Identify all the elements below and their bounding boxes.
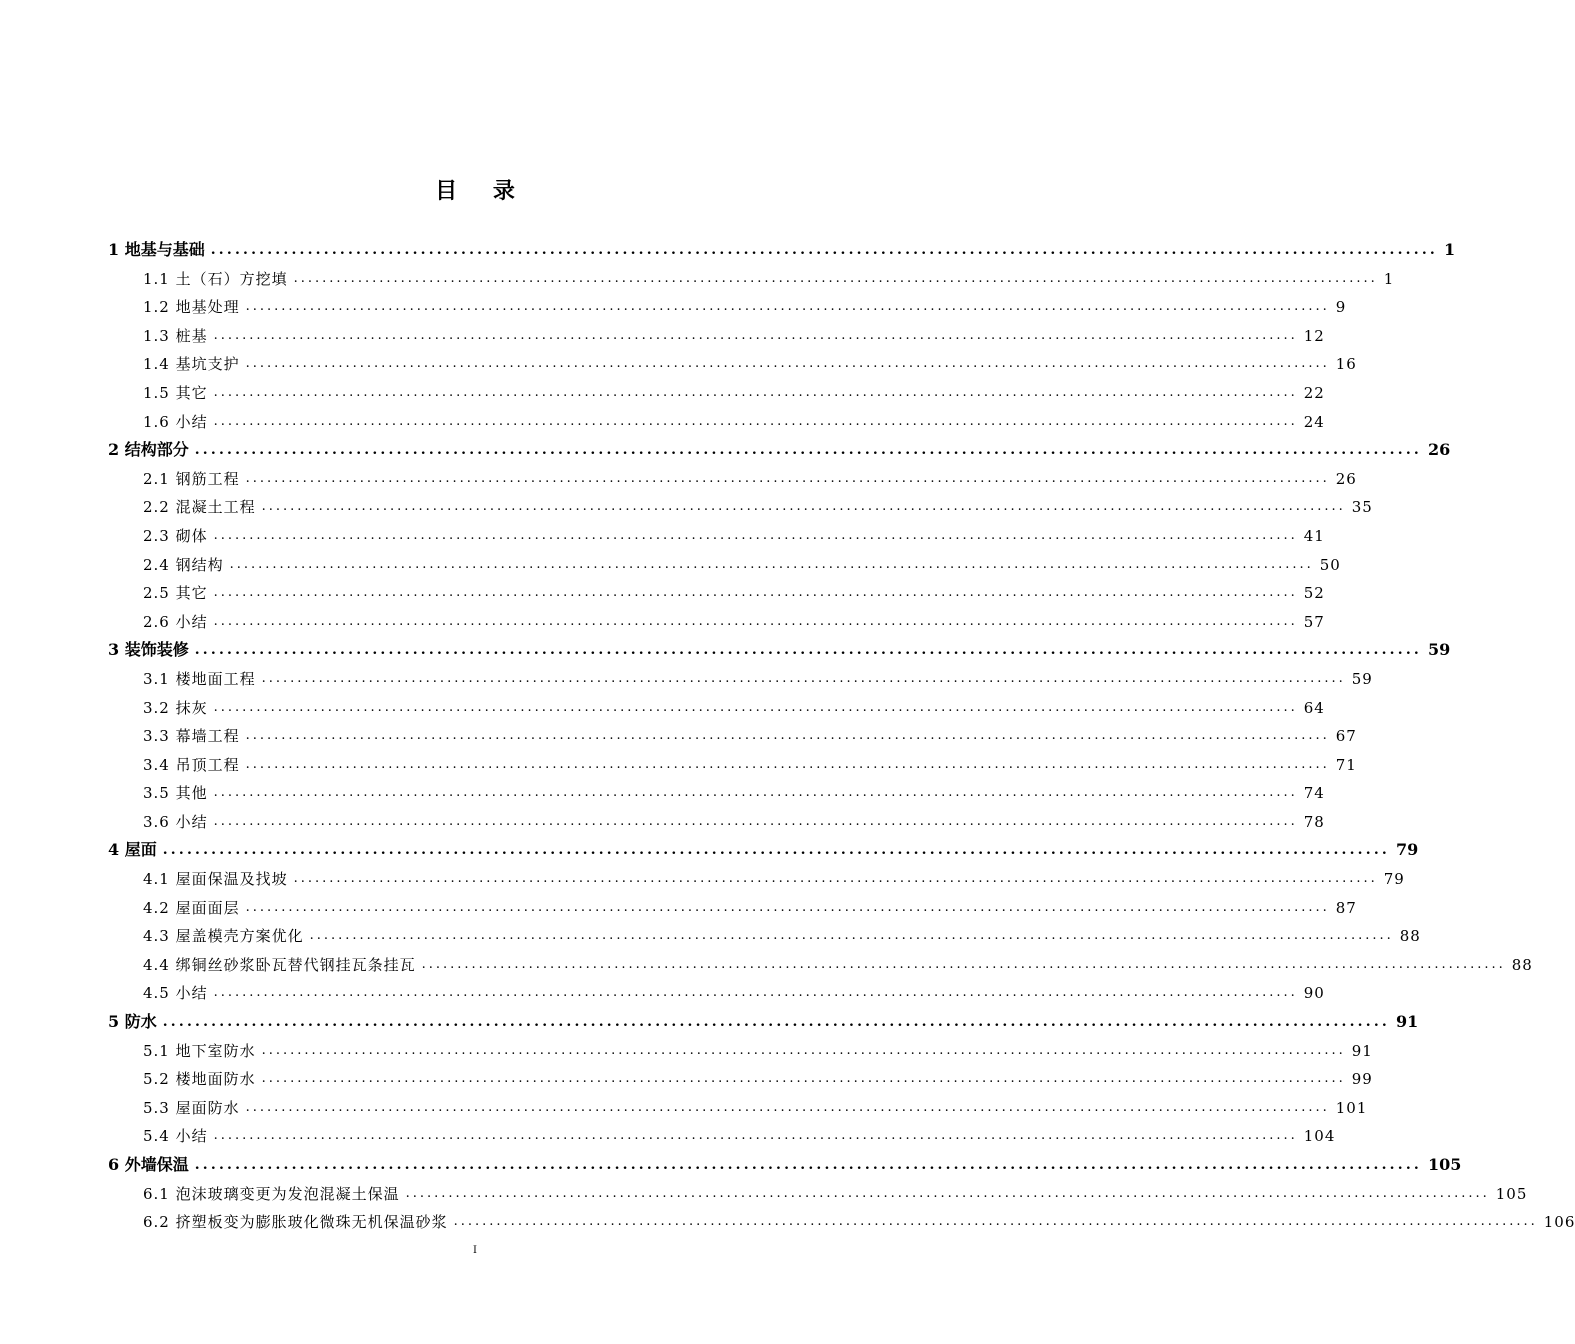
toc-dot-leader: ........................................................................................................................................................ [210, 242, 1438, 258]
toc-entry-page: 59 [1351, 669, 1373, 688]
toc-dot-leader: ........................................................................................................................................................ [213, 327, 1298, 343]
toc-section-entry[interactable] [0, 1208, 1575, 1237]
toc-section-entry[interactable] [0, 722, 1357, 751]
toc-entry-label: 3 装饰装修 [108, 640, 189, 660]
toc-section-entry[interactable] [0, 922, 1421, 951]
toc-section-entry[interactable] [0, 808, 1325, 837]
toc-section-entry[interactable] [0, 265, 1395, 294]
toc-entry-page: 35 [1351, 498, 1373, 517]
toc-entry-page: 24 [1303, 412, 1325, 431]
toc-entry-page: 9 [1335, 298, 1347, 317]
toc-dot-leader: ........................................................................................................................................................ [213, 613, 1298, 629]
toc-dot-leader: ........................................................................................................................................................ [213, 1128, 1298, 1144]
toc-entry-label: 1.1 土（石）方挖填 [143, 269, 288, 288]
toc-section-entry[interactable] [0, 465, 1357, 494]
toc-dot-leader: ........................................................................................................................................................ [213, 585, 1298, 601]
toc-section-entry[interactable] [0, 894, 1357, 923]
toc-section-entry[interactable] [0, 608, 1325, 637]
toc-entry-label: 3.5 其他 [143, 784, 208, 803]
toc-entry-page: 99 [1351, 1070, 1373, 1089]
toc-dot-leader: ........................................................................................................................................................ [213, 413, 1298, 429]
toc-dot-leader: ........................................................................................................................................................ [213, 384, 1298, 400]
toc-section-entry[interactable] [0, 779, 1325, 808]
toc-entry-label: 2.1 钢筋工程 [143, 469, 240, 488]
toc-section-entry[interactable] [0, 579, 1325, 608]
toc-entry-label: 1.2 地基处理 [143, 298, 240, 317]
toc-entry-page: 57 [1303, 612, 1325, 631]
toc-entry-page: 59 [1427, 640, 1451, 660]
toc-chapter-entry[interactable] [0, 236, 1456, 265]
toc-dot-leader: ........................................................................................................................................................ [405, 1185, 1490, 1201]
toc-section-entry[interactable] [0, 1094, 1368, 1123]
toc-section-entry[interactable] [0, 694, 1325, 723]
toc-section-entry[interactable] [0, 493, 1373, 522]
toc-entry-page: 1 [1383, 269, 1395, 288]
toc-entry-page: 26 [1427, 440, 1451, 460]
toc-dot-leader: ........................................................................................................................................................ [213, 527, 1298, 543]
toc-dot-leader: ........................................................................................................................................................ [229, 556, 1314, 572]
toc-dot-leader: ........................................................................................................................................................ [261, 499, 1346, 515]
toc-entry-label: 6.1 泡沫玻璃变更为发泡混凝土保温 [143, 1184, 400, 1203]
toc-entry-label: 1.3 桩基 [143, 326, 208, 345]
toc-dot-leader: ........................................................................................................................................................ [213, 785, 1298, 801]
toc-dot-leader: ........................................................................................................................................................ [213, 699, 1298, 715]
toc-entry-page: 87 [1335, 898, 1357, 917]
toc-entry-label: 5.1 地下室防水 [143, 1041, 256, 1060]
toc-section-entry[interactable] [0, 350, 1357, 379]
toc-dot-leader: ........................................................................................................................................................ [453, 1214, 1538, 1230]
toc-dot-leader: ........................................................................................................................................................ [421, 956, 1506, 972]
toc-dot-leader: ........................................................................................................................................................ [213, 985, 1298, 1001]
toc-dot-leader: ........................................................................................................................................................ [245, 728, 1330, 744]
toc-entry-label: 2.2 混凝土工程 [143, 498, 256, 517]
toc-entry-page: 78 [1303, 812, 1325, 831]
toc-entry-label: 6 外墙保温 [108, 1155, 189, 1174]
toc-entry-page: 41 [1303, 526, 1325, 545]
toc-dot-leader: ........................................................................................................................................................ [309, 928, 1394, 944]
toc-dot-leader: ........................................................................................................................................................ [194, 1157, 1422, 1173]
toc-section-entry[interactable] [0, 1180, 1528, 1209]
toc-dot-leader: ........................................................................................................................................................ [245, 899, 1330, 915]
toc-section-entry[interactable] [0, 979, 1325, 1008]
toc-dot-leader: ........................................................................................................................................................ [245, 1099, 1330, 1115]
toc-entry-page: 91 [1351, 1041, 1373, 1060]
toc-entry-page: 74 [1303, 784, 1325, 803]
toc-dot-leader: ........................................................................................................................................................ [245, 756, 1330, 772]
toc-entry-label: 2.3 砌体 [143, 526, 208, 545]
toc-entry-label: 1 地基与基础 [108, 240, 205, 259]
toc-section-entry[interactable] [0, 951, 1533, 980]
toc-entry-page: 71 [1335, 755, 1357, 774]
toc-entry-label: 2.5 其它 [143, 584, 208, 603]
toc-entry-page: 88 [1399, 927, 1421, 946]
toc-entry-page: 26 [1335, 469, 1357, 488]
toc-dot-leader: ........................................................................................................................................................ [194, 642, 1422, 659]
toc-entry-label: 5 防水 [108, 1012, 157, 1032]
toc-entry-label: 5.4 小结 [143, 1127, 208, 1146]
toc-entry-label: 2.6 小结 [143, 612, 208, 631]
toc-entry-label: 5.3 屋面防水 [143, 1098, 240, 1117]
toc-entry-label: 4.4 绑铜丝砂浆卧瓦替代钢挂瓦条挂瓦 [143, 955, 416, 974]
toc-entry-page: 12 [1303, 326, 1325, 345]
toc-section-entry[interactable] [0, 408, 1325, 437]
toc-dot-leader: ........................................................................................................................................................ [245, 470, 1330, 486]
toc-entry-label: 3.2 抹灰 [143, 698, 208, 717]
toc-section-entry[interactable] [0, 293, 1347, 322]
toc-dot-leader: ........................................................................................................................................................ [162, 842, 1390, 859]
toc-entry-label: 3.6 小结 [143, 812, 208, 831]
toc-dot-leader: ........................................................................................................................................................ [245, 299, 1330, 315]
toc-section-entry[interactable] [0, 1122, 1336, 1151]
page-number: I [473, 1245, 477, 1256]
toc-section-entry[interactable] [0, 551, 1341, 580]
toc-entry-label: 4.3 屋盖模壳方案优化 [143, 927, 304, 946]
toc-entry-label: 4 屋面 [108, 840, 157, 860]
toc-entry-page: 88 [1511, 955, 1533, 974]
toc-entry-page: 79 [1383, 870, 1405, 889]
toc-entry-page: 64 [1303, 698, 1325, 717]
toc-entry-page: 105 [1495, 1184, 1528, 1203]
toc-dot-leader: ........................................................................................................................................................ [245, 356, 1330, 372]
toc-entry-label: 4.2 屋面面层 [143, 898, 240, 917]
page-title: 目 录 [435, 178, 529, 204]
toc-dot-leader: ........................................................................................................................................................ [162, 1014, 1390, 1031]
toc-section-entry[interactable] [0, 751, 1357, 780]
toc-entry-label: 1.4 基坑支护 [143, 355, 240, 374]
toc-entry-page: 67 [1335, 727, 1357, 746]
toc-entry-page: 90 [1303, 984, 1325, 1003]
toc-entry-page: 105 [1427, 1155, 1462, 1174]
toc-entry-label: 1.6 小结 [143, 412, 208, 431]
toc-section-entry[interactable] [0, 865, 1405, 894]
toc-section-entry[interactable] [0, 1037, 1373, 1066]
toc-chapter-entry[interactable] [0, 1008, 1419, 1037]
toc-entry-page: 79 [1395, 840, 1419, 860]
toc-entry-page: 104 [1303, 1127, 1336, 1146]
table-of-contents [0, 236, 1575, 1237]
toc-entry-label: 3.4 吊顶工程 [143, 755, 240, 774]
toc-entry-page: 22 [1303, 383, 1325, 402]
toc-entry-label: 3.1 楼地面工程 [143, 669, 256, 688]
toc-chapter-entry[interactable] [0, 1151, 1462, 1180]
toc-section-entry[interactable] [0, 322, 1325, 351]
toc-entry-page: 91 [1395, 1012, 1419, 1032]
toc-entry-page: 1 [1443, 240, 1456, 259]
toc-section-entry[interactable] [0, 522, 1325, 551]
toc-dot-leader: ........................................................................................................................................................ [261, 1042, 1346, 1058]
toc-entry-page: 50 [1319, 555, 1341, 574]
toc-entry-page: 106 [1543, 1213, 1575, 1232]
toc-dot-leader: ........................................................................................................................................................ [213, 813, 1298, 829]
toc-dot-leader: ........................................................................................................................................................ [293, 871, 1378, 887]
toc-entry-label: 1.5 其它 [143, 383, 208, 402]
toc-section-entry[interactable] [0, 379, 1325, 408]
toc-chapter-entry[interactable] [0, 836, 1419, 865]
toc-chapter-entry[interactable] [0, 436, 1451, 465]
toc-entry-label: 2 结构部分 [108, 440, 189, 460]
toc-section-entry[interactable] [0, 1065, 1373, 1094]
toc-dot-leader: ........................................................................................................................................................ [293, 270, 1378, 286]
toc-dot-leader: ........................................................................................................................................................ [261, 670, 1346, 686]
toc-entry-label: 3.3 幕墙工程 [143, 727, 240, 746]
toc-entry-page: 16 [1335, 355, 1357, 374]
toc-entry-label: 2.4 钢结构 [143, 555, 224, 574]
toc-chapter-entry[interactable] [0, 636, 1451, 665]
toc-entry-label: 5.2 楼地面防水 [143, 1070, 256, 1089]
toc-entry-page: 101 [1335, 1098, 1368, 1117]
toc-entry-label: 4.1 屋面保温及找坡 [143, 870, 288, 889]
toc-dot-leader: ........................................................................................................................................................ [194, 442, 1422, 459]
toc-entry-label: 4.5 小结 [143, 984, 208, 1003]
toc-dot-leader: ........................................................................................................................................................ [261, 1071, 1346, 1087]
toc-entry-label: 6.2 挤塑板变为膨胀玻化微珠无机保温砂浆 [143, 1213, 448, 1232]
toc-section-entry[interactable] [0, 665, 1373, 694]
toc-entry-page: 52 [1303, 584, 1325, 603]
